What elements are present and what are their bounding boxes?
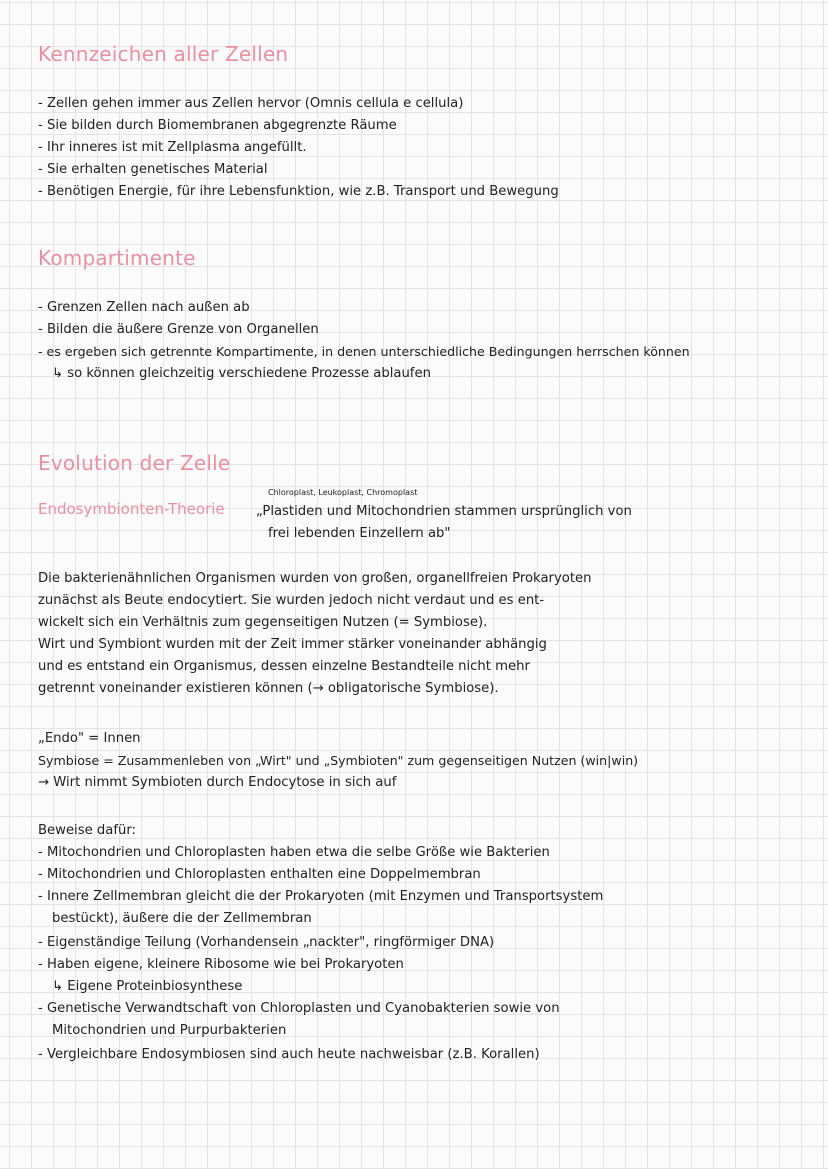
list-item: - Sie erhalten genetisches Material bbox=[38, 162, 268, 177]
heading-evolution: Evolution der Zelle bbox=[38, 451, 231, 475]
list-item: - Genetische Verwandtschaft von Chloroplasten und Cyanobakterien sowie von bbox=[38, 1001, 560, 1016]
paragraph-line: Die bakterienähnlichen Organismen wurden von großen, organellfreien Prokaryoten bbox=[38, 571, 592, 586]
list-item: - Innere Zellmembran gleicht die der Prokaryoten (mit Enzymen und Transportsystem bbox=[38, 889, 604, 904]
paragraph-line: wickelt sich ein Verhältnis zum gegenseitigen Nutzen (= Symbiose). bbox=[38, 615, 488, 630]
list-item: - Grenzen Zellen nach außen ab bbox=[38, 300, 250, 315]
list-item: ↳ Eigene Proteinbiosynthese bbox=[52, 979, 243, 994]
list-item: Mitochondrien und Purpurbakterien bbox=[52, 1023, 287, 1038]
definition-line: Symbiose = Zusammenleben von „Wirt" und „Symbioten" zum gegenseitigen Nutzen (win|win) bbox=[38, 753, 639, 768]
list-item: - Mitochondrien und Chloroplasten haben etwa die selbe Größe wie Bakterien bbox=[38, 845, 550, 860]
list-item: - Zellen gehen immer aus Zellen hervor (Omnis cellula e cellula) bbox=[38, 96, 464, 111]
evidence-title: Beweise dafür: bbox=[38, 823, 136, 838]
list-item: - Benötigen Energie, für ihre Lebensfunktion, wie z.B. Transport und Bewegung bbox=[38, 184, 559, 199]
list-item: - Vergleichbare Endosymbiosen sind auch heute nachweisbar (z.B. Korallen) bbox=[38, 1047, 540, 1062]
heading-kennzeichen: Kennzeichen aller Zellen bbox=[38, 42, 289, 66]
definition-line: „Endo" = Innen bbox=[38, 731, 141, 746]
quote-line: „Plastiden und Mitochondrien stammen ursprünglich von bbox=[256, 504, 632, 519]
list-item: bestückt), äußere die der Zellmembran bbox=[52, 911, 312, 926]
quote-line: frei lebenden Einzellern ab" bbox=[268, 526, 451, 541]
list-item: - Mitochondrien und Chloroplasten enthalten eine Doppelmembran bbox=[38, 867, 481, 882]
list-item: ↳ so können gleichzeitig verschiedene Prozesse ablaufen bbox=[52, 366, 431, 381]
list-item: - Bilden die äußere Grenze von Organellen bbox=[38, 322, 319, 337]
list-item: - Haben eigene, kleinere Ribosome wie bei Prokaryoten bbox=[38, 957, 404, 972]
subheading-endosymbionten: Endosymbionten-Theorie bbox=[38, 500, 225, 518]
annotation: Chloroplast, Leukoplast, Chromoplast bbox=[268, 488, 418, 497]
heading-kompartimente: Kompartimente bbox=[38, 246, 196, 270]
paragraph-line: und es entstand ein Organismus, dessen einzelne Bestandteile nicht mehr bbox=[38, 659, 530, 674]
paragraph-line: zunächst als Beute endocytiert. Sie wurden jedoch nicht verdaut und es ent- bbox=[38, 593, 545, 608]
paragraph-line: Wirt und Symbiont wurden mit der Zeit immer stärker voneinander abhängig bbox=[38, 637, 547, 652]
paragraph-line: getrennt voneinander existieren können (→ obligatorische Symbiose). bbox=[38, 681, 499, 696]
list-item: - es ergeben sich getrennte Kompartimente, in denen unterschiedliche Bedingungen herrschen können bbox=[38, 344, 690, 359]
list-item: - Eigenständige Teilung (Vorhandensein „nackter", ringförmiger DNA) bbox=[38, 935, 495, 950]
definition-line: → Wirt nimmt Symbioten durch Endocytose in sich auf bbox=[38, 775, 397, 790]
list-item: - Sie bilden durch Biomembranen abgegrenzte Räume bbox=[38, 118, 397, 133]
list-item: - Ihr inneres ist mit Zellplasma angefüllt. bbox=[38, 140, 307, 155]
